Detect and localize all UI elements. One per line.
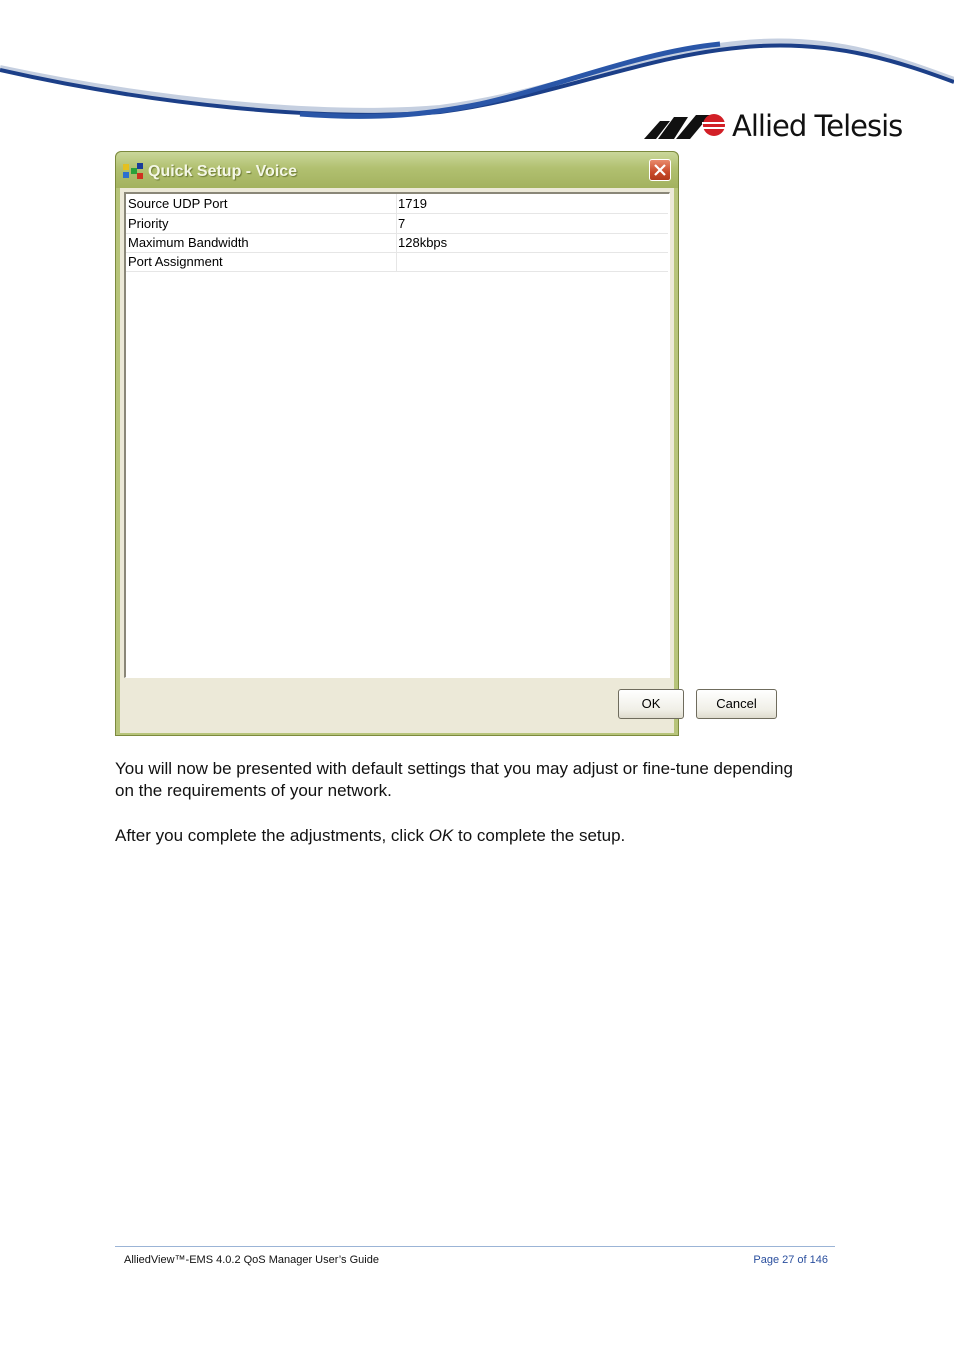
logo-wordmark: Allied Telesis xyxy=(732,109,903,143)
dialog-title: Quick Setup - Voice xyxy=(148,163,298,180)
instruction-paragraph xyxy=(115,758,855,802)
footer-page-number: Page 27 of 146 xyxy=(753,1254,828,1266)
close-button[interactable] xyxy=(649,159,671,181)
paragraph-text: After you complete the adjustments, click xyxy=(115,826,429,845)
ok-button[interactable]: OK xyxy=(618,689,684,719)
allied-telesis-logo xyxy=(644,108,902,144)
table-row[interactable] xyxy=(126,214,668,234)
close-icon xyxy=(654,164,666,176)
setting-name: Port Assignment xyxy=(128,252,397,271)
table-row[interactable] xyxy=(126,233,668,253)
cancel-button[interactable]: Cancel xyxy=(696,689,777,719)
setting-name: Source UDP Port xyxy=(128,194,397,213)
setting-value[interactable]: 128kbps xyxy=(398,235,448,250)
dialog-titlebar[interactable] xyxy=(116,152,678,188)
setting-name: Maximum Bandwidth xyxy=(128,233,397,252)
paragraph-line: on the requirements of your network. xyxy=(115,781,392,800)
completion-paragraph xyxy=(115,825,855,847)
qos-app-icon xyxy=(122,162,144,180)
logo-mark-icon xyxy=(644,109,728,143)
ok-emphasis: OK xyxy=(428,826,454,845)
footer-document-title: AlliedView™-EMS 4.0.2 QoS Manager User’s Guide xyxy=(124,1254,379,1266)
settings-table xyxy=(124,192,670,678)
setting-value[interactable]: 1719 xyxy=(398,196,427,211)
dialog-client-area xyxy=(120,188,674,733)
setting-name: Priority xyxy=(128,214,397,233)
setting-value[interactable]: 7 xyxy=(398,216,406,231)
table-row[interactable] xyxy=(126,194,668,214)
paragraph-text: to complete the setup. xyxy=(453,826,626,845)
table-row[interactable] xyxy=(126,252,668,272)
paragraph-line: You will now be presented with default settings that you may adjust or fine-tune depending xyxy=(115,759,793,778)
quick-setup-dialog xyxy=(115,151,757,736)
footer-divider xyxy=(115,1246,835,1247)
